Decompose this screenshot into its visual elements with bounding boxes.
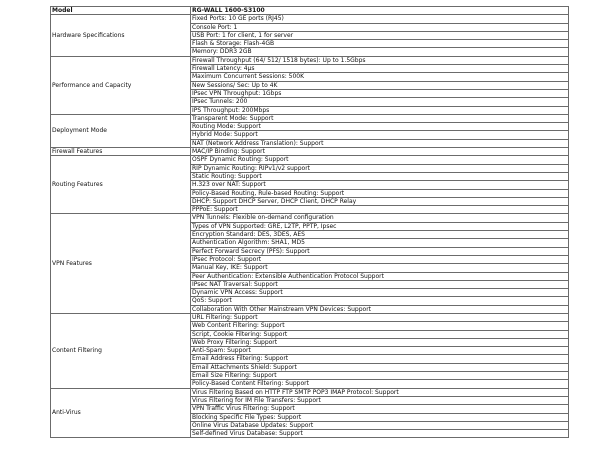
spec-row [51, 114, 569, 122]
feature-cell: New Sessions/ Sec: Up to 4K [191, 81, 569, 89]
feature-cell: Policy-Based Content Filtering: Support [191, 380, 569, 388]
feature-cell: IPsec Tunnels: 200 [191, 98, 569, 106]
feature-cell: Maximum Concurrent Sessions: 500K [191, 73, 569, 81]
spec-row [51, 56, 569, 64]
feature-cell: Self-defined Virus Database: Support [191, 430, 569, 438]
feature-cell: H.323 over NAT: Support [191, 181, 569, 189]
feature-cell: Flash & Storage: Flash-4GB [191, 40, 569, 48]
feature-cell: Routing Mode: Support [191, 123, 569, 131]
feature-cell: Console Port: 1 [191, 23, 569, 31]
feature-cell: IPS Throughput: 200Mbps [191, 106, 569, 114]
feature-cell: QoS: Support [191, 297, 569, 305]
feature-cell: Manual Key, IKE: Support [191, 264, 569, 272]
feature-cell: NAT (Network Address Translation): Support [191, 139, 569, 147]
feature-cell: OSPF Dynamic Routing: Support [191, 156, 569, 164]
spec-row [51, 148, 569, 156]
feature-cell: Perfect Forward Secrecy (PFS): Support [191, 247, 569, 255]
feature-cell: Transparent Mode: Support [191, 114, 569, 122]
feature-cell: Fixed Ports: 10 GE ports (RJ45) [191, 15, 569, 23]
feature-cell: Policy-Based Routing, Rule-based Routing: Support [191, 189, 569, 197]
spec-row [51, 388, 569, 396]
feature-cell: Blocking Specific File Types: Support [191, 413, 569, 421]
feature-cell: Collaboration With Other Mainstream VPN Devices: Support [191, 305, 569, 313]
feature-cell: Firewall Throughput (64/ 512/ 1518 bytes): Up to 1.5Gbps [191, 56, 569, 64]
feature-cell: Hybrid Mode: Support [191, 131, 569, 139]
spec-row [51, 313, 569, 321]
feature-cell: Script, Cookie Filtering: Support [191, 330, 569, 338]
category-cell: Firewall Features [51, 148, 191, 156]
feature-cell: Dynamic VPN Access: Support [191, 289, 569, 297]
spec-table [50, 6, 569, 438]
feature-cell: Email Attachments Shield: Support [191, 363, 569, 371]
feature-cell: Memory: DDR3 2GB [191, 48, 569, 56]
feature-cell: Anti-Spam: Support [191, 347, 569, 355]
spec-row [51, 15, 569, 23]
category-cell: Anti-Virus [51, 388, 191, 438]
header-row [51, 7, 569, 15]
feature-cell: Peer Authentication: Extensible Authentication Protocol Support [191, 272, 569, 280]
feature-cell: VPN Tunnels: Flexible on-demand configuration [191, 214, 569, 222]
header-label: Model [51, 7, 191, 15]
feature-cell: Email Address Filtering: Support [191, 355, 569, 363]
feature-cell: Virus Filtering for IM File Transfers: Support [191, 396, 569, 404]
feature-cell: Web Content Filtering: Support [191, 322, 569, 330]
feature-cell: Virus Filtering Based on HTTP FTP SMTP POP3 IMAP Protocol: Support [191, 388, 569, 396]
feature-cell: MAC/IP Binding: Support [191, 148, 569, 156]
spec-row [51, 214, 569, 222]
feature-cell: RIP Dynamic Routing: RIPv1/v2 support [191, 164, 569, 172]
feature-cell: USB Port: 1 for client, 1 for server [191, 31, 569, 39]
category-cell: Performance and Capacity [51, 56, 191, 114]
feature-cell: Email Size Filtering: Support [191, 372, 569, 380]
category-cell: Content Filtering [51, 313, 191, 388]
spec-row [51, 156, 569, 164]
spec-table-body [51, 7, 569, 438]
feature-cell: IPsec NAT Traversal: Support [191, 280, 569, 288]
category-cell: Deployment Mode [51, 114, 191, 147]
category-cell: VPN Features [51, 214, 191, 314]
feature-cell: Encryption Standard: DES, 3DES, AES [191, 231, 569, 239]
feature-cell: PPPoE: Support [191, 206, 569, 214]
feature-cell: Static Routing: Support [191, 172, 569, 180]
header-model: RG-WALL 1600-S3100 [191, 7, 569, 15]
feature-cell: Web Proxy Filtering: Support [191, 338, 569, 346]
feature-cell: IPsec VPN Throughput: 1Gbps [191, 89, 569, 97]
feature-cell: URL Filtering: Support [191, 313, 569, 321]
feature-cell: VPN Traffic Virus Filtering: Support [191, 405, 569, 413]
feature-cell: Firewall Latency: 4μs [191, 65, 569, 73]
feature-cell: Online Virus Database Updates: Support [191, 421, 569, 429]
category-cell: Routing Features [51, 156, 191, 214]
category-cell: Hardware Specifications [51, 15, 191, 56]
feature-cell: DHCP: Support DHCP Server, DHCP Client, DHCP Relay [191, 197, 569, 205]
feature-cell: Authentication Algorithm: SHA1, MD5 [191, 239, 569, 247]
feature-cell: Types of VPN Supported: GRE, L2TP, PPTP, Ipsec [191, 222, 569, 230]
feature-cell: IPsec Protocol: Support [191, 255, 569, 263]
